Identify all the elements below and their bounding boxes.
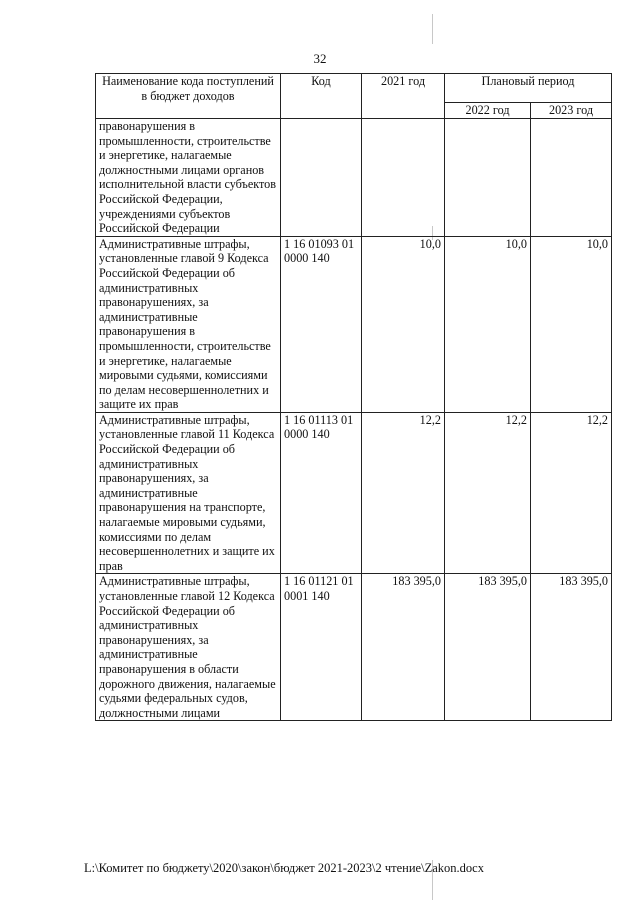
- row-value-2023: [531, 119, 612, 237]
- header-code: Код: [281, 74, 362, 119]
- scan-artifact-line: [432, 14, 433, 44]
- row-value-2021: [362, 119, 445, 237]
- row-name: правонарушения в промышленности, строительстве и энергетике, налагаемые должностными лицами органов исполнительной власти субъектов Российской Федерации, учреждениями субъектов Российской Федерации: [96, 119, 281, 237]
- row-name: Административные штрафы, установленные главой 11 Кодекса Российской Федерации об административных правонарушениях, за административные правонарушения на транспорте, налагаемые мировыми судьями, комиссиями по делам несовершеннолетних и защите их прав: [96, 412, 281, 574]
- row-code: [281, 119, 362, 237]
- row-value-2021: 12,2: [362, 412, 445, 574]
- row-code: 1 16 01113 01 0000 140: [281, 412, 362, 574]
- table-row: [96, 412, 612, 574]
- row-value-2022: 10,0: [445, 236, 531, 412]
- row-name: Административные штрафы, установленные главой 12 Кодекса Российской Федерации об административных правонарушениях, за административные правонарушения в области дорожного движения, налагаемые судьями федеральных судов, должностными лицами: [96, 574, 281, 721]
- row-value-2022: 12,2: [445, 412, 531, 574]
- row-value-2021: 10,0: [362, 236, 445, 412]
- row-value-2023: 183 395,0: [531, 574, 612, 721]
- row-name: Административные штрафы, установленные главой 9 Кодекса Российской Федерации об административных правонарушениях, за административные правонарушения в промышленности, строительстве и энергетике, налагаемые мировыми судьями, комиссиями по делам несовершеннолетних и защите их прав: [96, 236, 281, 412]
- header-year-2023: 2023 год: [531, 103, 612, 119]
- row-value-2022: [445, 119, 531, 237]
- revenue-table: [95, 73, 612, 721]
- row-code: 1 16 01093 01 0000 140: [281, 236, 362, 412]
- row-code: 1 16 01121 01 0001 140: [281, 574, 362, 721]
- file-path-footer: L:\Комитет по бюджету\2020\закон\бюджет 2021-2023\2 чтение\Zakon.docx: [84, 861, 484, 875]
- header-year-2022: 2022 год: [445, 103, 531, 119]
- table-row: [96, 574, 612, 721]
- row-value-2022: 183 395,0: [445, 574, 531, 721]
- row-value-2021: 183 395,0: [362, 574, 445, 721]
- row-value-2023: 12,2: [531, 412, 612, 574]
- header-name: Наименование кода поступлений в бюджет доходов: [96, 74, 281, 119]
- header-planned-period: Плановый период: [445, 74, 612, 103]
- row-value-2023: 10,0: [531, 236, 612, 412]
- header-year-2021: 2021 год: [362, 74, 445, 119]
- page-number: 32: [313, 51, 327, 66]
- table-row: [96, 119, 612, 237]
- table-row: [96, 236, 612, 412]
